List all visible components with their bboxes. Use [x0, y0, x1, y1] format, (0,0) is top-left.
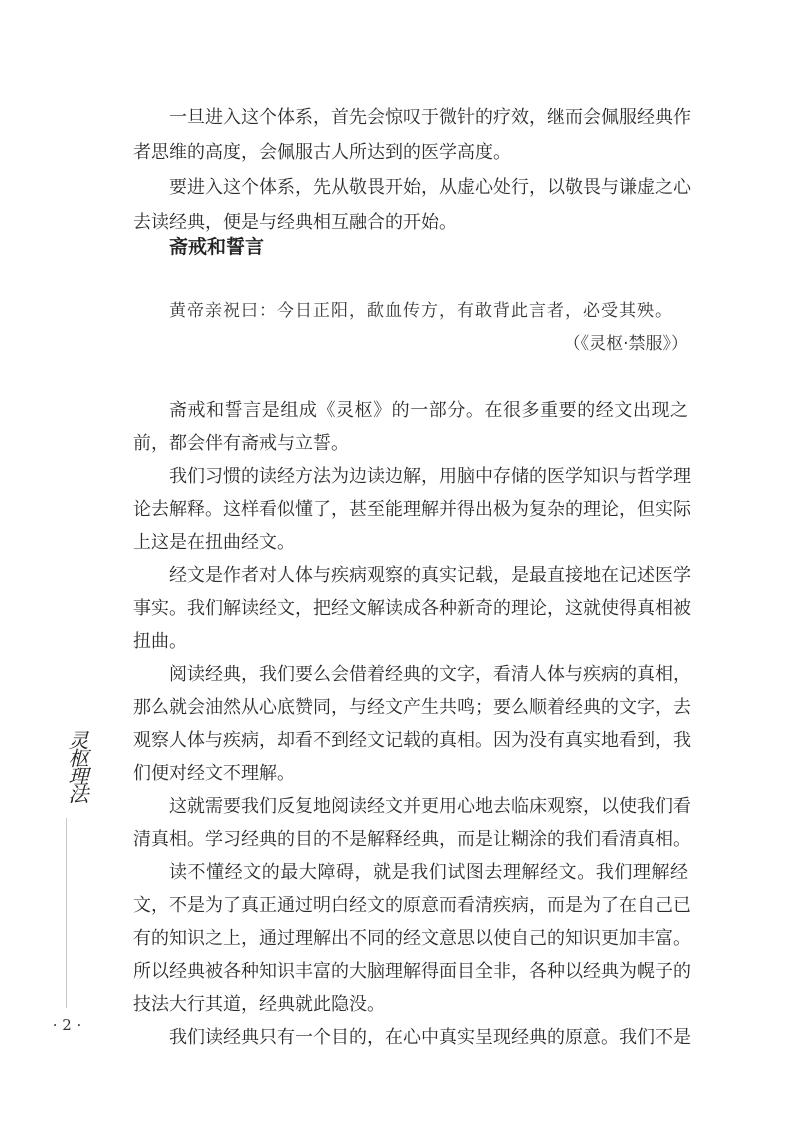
body-text	[133, 394, 691, 1054]
section-heading: 斋戒和誓言	[169, 236, 265, 258]
intro-text	[133, 100, 691, 240]
page-number: · 2 ·	[52, 1016, 82, 1034]
margin-divider	[66, 818, 67, 1008]
paragraph-line: 读不懂经文的最大障碍，就是我们试图去理解经文。我们理解经	[169, 862, 688, 883]
paragraph-line: 所以经典被各种知识丰富的大脑理解得面目全非，各种以经典为幌子的	[133, 961, 691, 982]
paragraph-line: 扭曲。	[133, 631, 187, 652]
paragraph-line: 论去解释。这样看似懂了，甚至能理解并得出极为复杂的理论，但实际	[133, 499, 691, 520]
paragraph-line: 文，不是为了真正通过明白经文的原意而看清疾病，而是为了在自己已	[133, 895, 691, 916]
paragraph-line: 我们读经典只有一个目的，在心中真实呈现经典的原意。我们不是	[169, 1027, 691, 1048]
book-title-calligraphy: 灵枢理法	[65, 730, 89, 802]
paragraph-line: 阅读经典，我们要么会借着经典的文字，看清人体与疾病的真相，	[169, 664, 691, 685]
paragraph-line: 去读经典，便是与经典相互融合的开始。	[133, 212, 457, 233]
paragraph-line: 观察人体与疾病，却看不到经文记载的真相。因为没有真实地看到，我	[133, 730, 691, 751]
paragraph-line: 技法大行其道，经典就此隐没。	[133, 994, 385, 1015]
paragraph-line: 清真相。学习经典的目的不是解释经典，而是让糊涂的我们看清真相。	[133, 829, 691, 850]
classic-quote: 黄帝亲祝曰：今日正阳，歃血传方，有敢背此言者，必受其殃。	[169, 301, 673, 321]
paragraph-line: 有的知识之上，通过理解出不同的经文意思以使自己的知识更加丰富。	[133, 928, 691, 949]
paragraph-line: 那么就会油然从心底赞同，与经文产生共鸣；要么顺着经典的文字，去	[133, 697, 691, 718]
paragraph-line: 斋戒和誓言是组成《灵枢》的一部分。在很多重要的经文出现之	[169, 400, 688, 421]
paragraph-line: 我们习惯的读经方法为边读边解，用脑中存储的医学知识与哲学理	[169, 466, 691, 487]
paragraph-line: 经文是作者对人体与疾病观察的真实记载，是最直接地在记述医学	[169, 565, 691, 586]
paragraph-line: 上这是在扭曲经文。	[133, 532, 295, 553]
paragraph-line: 前，都会伴有斋戒与立誓。	[133, 433, 349, 454]
paragraph-line: 这就需要我们反复地阅读经文并更用心地去临床观察，以使我们看	[169, 796, 691, 817]
paragraph-line: 们便对经文不理解。	[133, 763, 295, 784]
paragraph-line: 者思维的高度，会佩服古人所达到的医学高度。	[133, 142, 511, 163]
paragraph-line: 事实。我们解读经文，把经文解读成各种新奇的理论，这就使得真相被	[133, 598, 691, 619]
paragraph-line: 要进入这个体系，先从敬畏开始，从虚心处行，以敬畏与谦虚之心	[169, 177, 691, 198]
paragraph-line: 一旦进入这个体系，首先会惊叹于微针的疗效，继而会佩服经典作	[169, 107, 691, 128]
quote-source: （《灵枢·禁服》）	[563, 334, 688, 354]
